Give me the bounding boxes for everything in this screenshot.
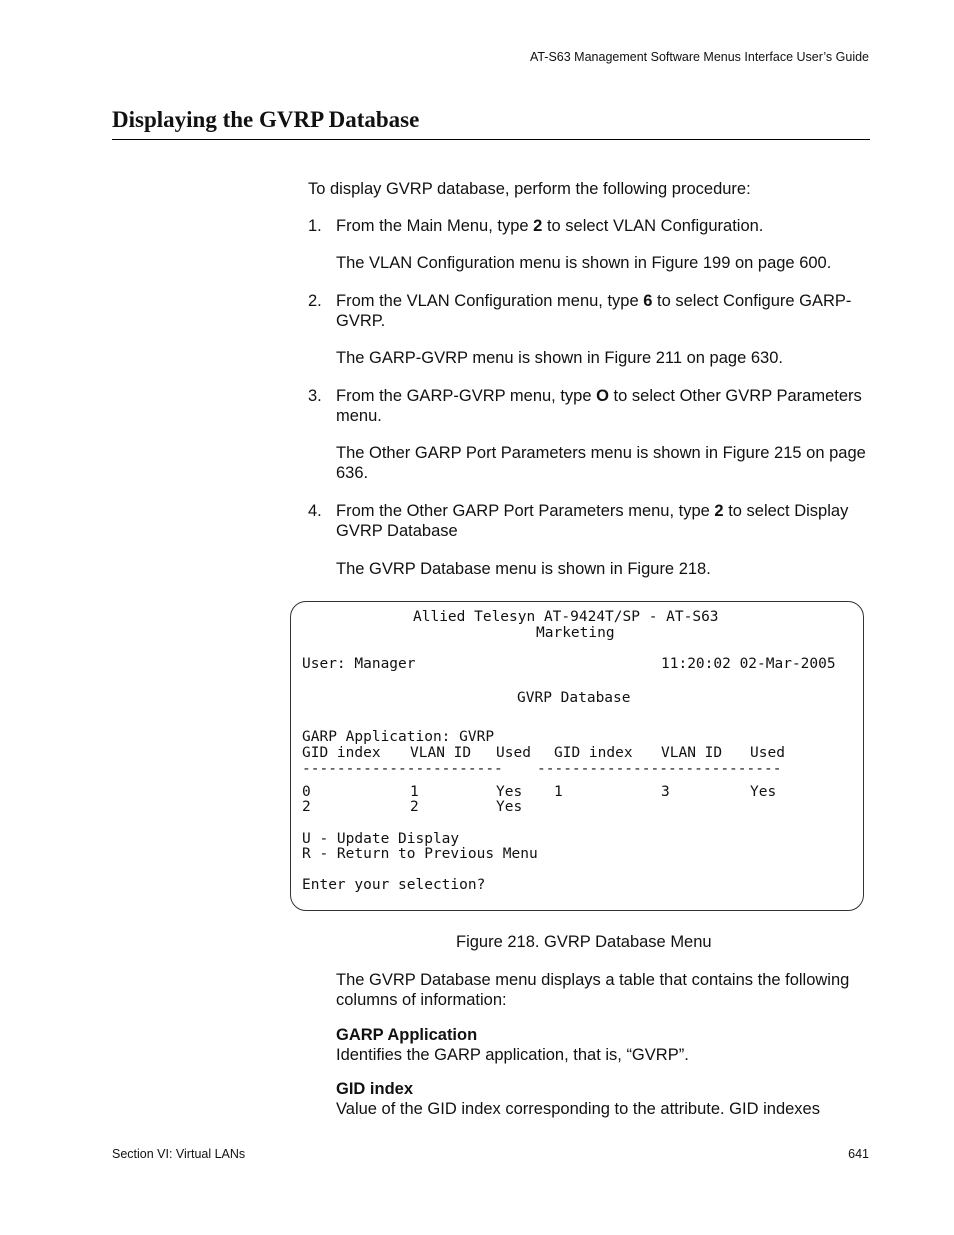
table-separator: ----------------------- (302, 761, 503, 777)
step-note: The VLAN Configuration menu is shown in Figure 199 on page 600. (336, 254, 832, 272)
key-label: 2 (533, 217, 543, 235)
terminal-prompt[interactable]: Enter your selection? (302, 877, 486, 893)
step-number: 4. (308, 502, 322, 520)
page-number: 641 (848, 1147, 869, 1161)
step-number: 2. (308, 292, 322, 310)
terminal-garp-application: GARP Application: GVRP (302, 729, 495, 745)
terminal-user: User: Manager (302, 656, 416, 672)
step-text: From the Main Menu, type 2 to select VLAN Configuration. (336, 217, 764, 235)
running-header: AT-S63 Management Software Menus Interface User’s Guide (529, 50, 869, 64)
intro-text: To display GVRP database, perform the following procedure: (308, 180, 751, 198)
cell-vlan-id: 3 (661, 784, 670, 800)
step-note: The GVRP Database menu is shown in Figure 218. (336, 560, 711, 578)
terminal-menu-title: GVRP Database (517, 690, 631, 706)
column-header-gid-index: GID index (554, 745, 633, 761)
step-text: From the Other GARP Port Parameters menu, type 2 to select Display GVRP Database (336, 502, 849, 540)
column-header-used: Used (496, 745, 531, 761)
cell-vlan-id: 2 (410, 799, 419, 815)
column-header-vlan-id: VLAN ID (661, 745, 723, 761)
key-label: 6 (643, 292, 653, 310)
column-header-gid-index: GID index (302, 745, 381, 761)
definition-term: GID index (336, 1080, 414, 1098)
step-number: 1. (308, 217, 322, 235)
menu-option-update[interactable]: U - Update Display (302, 831, 460, 847)
terminal-location: Marketing (536, 625, 615, 641)
cell-used: Yes (496, 784, 523, 800)
step-note: The GARP-GVRP menu is shown in Figure 211 on page 630. (336, 349, 783, 367)
terminal-datetime: 11:20:02 02-Mar-2005 (661, 656, 836, 672)
cell-vlan-id: 1 (410, 784, 419, 800)
description-text: The GVRP Database menu displays a table that contains the following columns of information: (336, 971, 850, 1009)
step-number: 3. (308, 387, 322, 405)
column-header-used: Used (750, 745, 785, 761)
heading-rule (112, 139, 870, 140)
footer-section: Section VI: Virtual LANs (112, 1147, 246, 1161)
step-note: The Other GARP Port Parameters menu is shown in Figure 215 on page 636. (336, 444, 866, 482)
definition-desc: Value of the GID index corresponding to the attribute. GID indexes (336, 1100, 820, 1118)
definition-term: GARP Application (336, 1026, 478, 1044)
terminal-system-name: Allied Telesyn AT-9424T/SP - AT-S63 (413, 609, 719, 625)
key-label: O (596, 387, 609, 405)
column-header-vlan-id: VLAN ID (410, 745, 472, 761)
step-text: From the GARP-GVRP menu, type O to select Other GVRP Parameters menu. (336, 387, 862, 425)
cell-gid-index: 1 (554, 784, 563, 800)
section-heading: Displaying the GVRP Database (112, 107, 420, 132)
cell-gid-index: 0 (302, 784, 311, 800)
menu-option-return[interactable]: R - Return to Previous Menu (302, 846, 538, 862)
definition-desc: Identifies the GARP application, that is, “GVRP”. (336, 1046, 689, 1064)
cell-gid-index: 2 (302, 799, 311, 815)
figure-caption: Figure 218. GVRP Database Menu (456, 933, 712, 951)
cell-used: Yes (496, 799, 523, 815)
table-separator: ---------------------------- (537, 761, 782, 777)
cell-used: Yes (750, 784, 777, 800)
step-text: From the VLAN Configuration menu, type 6 to select Configure GARP-GVRP. (336, 292, 852, 330)
key-label: 2 (714, 502, 724, 520)
